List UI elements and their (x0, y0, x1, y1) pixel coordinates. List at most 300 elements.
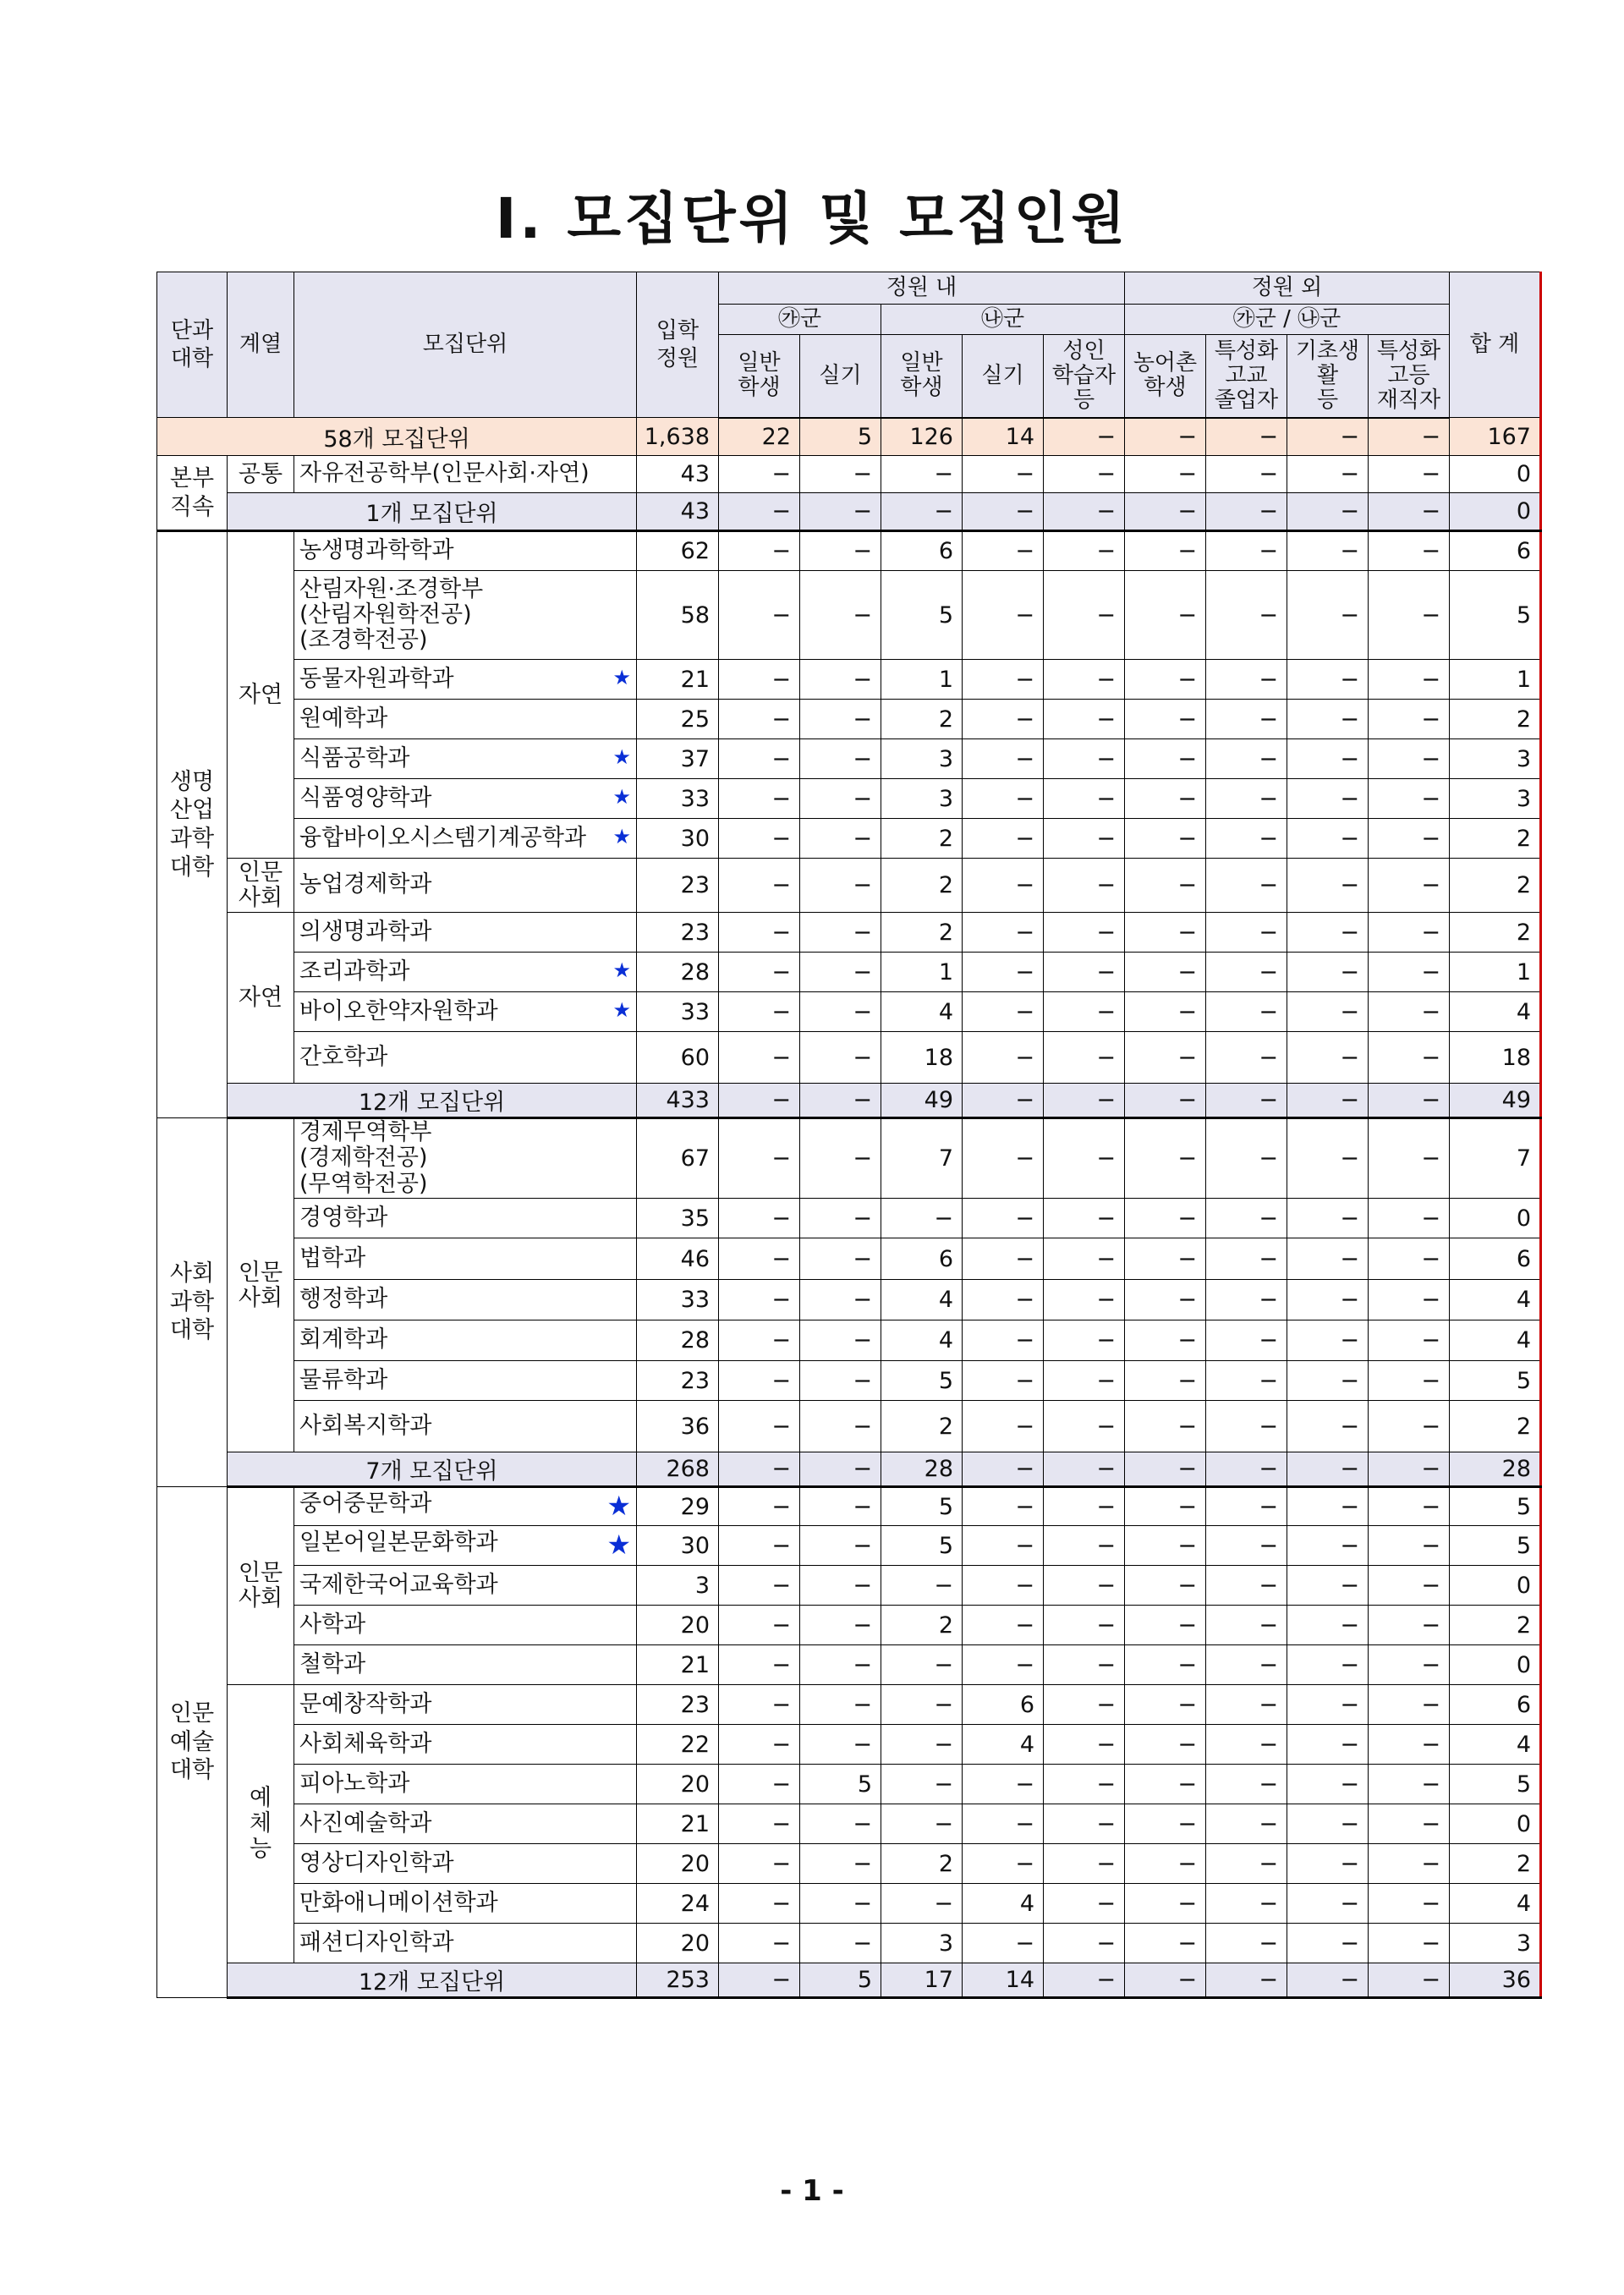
value-cell: − (800, 819, 881, 859)
star-icon: ★ (612, 744, 631, 769)
value-cell: 2 (881, 913, 963, 953)
value-cell: − (881, 456, 963, 493)
table-row (157, 953, 1541, 992)
unit-name-text: 경영학과 (299, 1204, 388, 1231)
value-cell: − (1369, 1320, 1450, 1361)
unit-name (294, 1804, 637, 1844)
value-cell: − (719, 1526, 800, 1566)
value-cell: − (1287, 1118, 1369, 1199)
value-cell: 24 (637, 1884, 719, 1924)
value-cell: − (963, 571, 1044, 660)
value-cell: − (1206, 1320, 1287, 1361)
value-cell: 60 (637, 1032, 719, 1084)
value-cell: − (1125, 1032, 1206, 1084)
value-cell: − (963, 1526, 1044, 1566)
value-cell: − (963, 1645, 1044, 1685)
subtotal-cell: − (1287, 1084, 1369, 1118)
unit-name-text: 영상디자인학과 (299, 1849, 454, 1876)
value-cell: 28 (637, 953, 719, 992)
value-cell: − (1125, 1924, 1206, 1963)
value-cell: − (1206, 531, 1287, 571)
value-cell: − (800, 1645, 881, 1685)
value-cell: − (1369, 1606, 1450, 1645)
value-cell: − (800, 1401, 881, 1452)
value-cell: − (963, 1765, 1044, 1804)
value-cell: 2 (1450, 700, 1541, 739)
unit-name (294, 779, 637, 819)
value-cell: − (1044, 1804, 1125, 1844)
value-cell: − (1206, 1401, 1287, 1452)
unit-name-text: 원예학과 (299, 705, 388, 732)
subtotal-cell: − (881, 493, 963, 531)
value-cell: − (800, 1118, 881, 1199)
subtotal-cell: 49 (881, 1084, 963, 1118)
subtotal-cell: − (1287, 493, 1369, 531)
subtotal-cell: − (800, 493, 881, 531)
star-icon: ★ (612, 784, 631, 809)
value-cell: 20 (637, 1924, 719, 1963)
unit-name-text: 산림자원·조경학부 (산림자원학전공) (조경학전공) (299, 575, 484, 654)
college-cell: 인문 예술 대학 (157, 1487, 228, 1998)
college-cell: 본부 직속 (157, 456, 228, 531)
value-cell: − (1287, 913, 1369, 953)
value-cell: − (1369, 1566, 1450, 1606)
header-specialized: 특성화 고교 졸업자 (1206, 335, 1287, 418)
subtotal-cell: − (963, 1452, 1044, 1487)
value-cell: − (1206, 1765, 1287, 1804)
value-cell: − (1206, 1238, 1287, 1280)
value-cell: − (1125, 1804, 1206, 1844)
value-cell: − (1369, 1280, 1450, 1320)
value-cell: − (1044, 1924, 1125, 1963)
value-cell: − (1044, 1032, 1125, 1084)
value-cell: 22 (637, 1725, 719, 1765)
value-cell: − (1044, 660, 1125, 700)
value-cell: − (800, 779, 881, 819)
unit-name-text: 식품공학과 (299, 744, 410, 771)
header-group-na: ㉯군 (881, 305, 1125, 335)
unit-name (294, 1924, 637, 1963)
value-cell: − (1287, 1645, 1369, 1685)
value-cell: − (881, 1725, 963, 1765)
table-row (157, 700, 1541, 739)
value-cell: − (719, 1645, 800, 1685)
series-cell: 인문 사회 (228, 1487, 294, 1685)
subtotal-cell: − (963, 493, 1044, 531)
value-cell: − (963, 859, 1044, 913)
value-cell: − (1044, 1725, 1125, 1765)
value-cell: 3 (1450, 779, 1541, 819)
value-cell: 2 (1450, 913, 1541, 953)
unit-name-text: 물류학과 (299, 1366, 388, 1393)
value-cell: 0 (1450, 1199, 1541, 1238)
value-cell: − (1044, 1487, 1125, 1526)
value-cell: − (719, 660, 800, 700)
value-cell: 2 (1450, 1401, 1541, 1452)
value-cell: − (1206, 992, 1287, 1032)
value-cell: 2 (1450, 859, 1541, 913)
value-cell: − (719, 700, 800, 739)
value-cell: − (800, 1606, 881, 1645)
table-row (157, 779, 1541, 819)
value-cell: − (963, 1804, 1044, 1844)
value-cell: − (1044, 1884, 1125, 1924)
value-cell: − (1369, 1844, 1450, 1884)
value-cell: − (1206, 1685, 1287, 1725)
value-cell: − (1206, 1884, 1287, 1924)
table-row (157, 819, 1541, 859)
value-cell: 5 (1450, 1765, 1541, 1804)
admission-quota-table (156, 272, 1542, 1999)
value-cell: 4 (963, 1725, 1044, 1765)
value-cell: 7 (881, 1118, 963, 1199)
value-cell: − (719, 1844, 800, 1884)
value-cell: − (719, 1401, 800, 1452)
value-cell: − (719, 1804, 800, 1844)
header-out-quota: 정원 외 (1125, 272, 1450, 305)
value-cell: − (1125, 456, 1206, 493)
value-cell: − (1044, 739, 1125, 779)
value-cell: − (1369, 1118, 1450, 1199)
unit-name (294, 1725, 637, 1765)
value-cell: − (800, 660, 881, 700)
value-cell: 0 (1450, 456, 1541, 493)
value-cell: − (1369, 571, 1450, 660)
unit-name (294, 1844, 637, 1884)
value-cell: − (1206, 1487, 1287, 1526)
value-cell: − (1369, 1804, 1450, 1844)
subtotal-cell: 268 (637, 1452, 719, 1487)
header-unit: 모집단위 (294, 272, 637, 418)
value-cell: − (1287, 1924, 1369, 1963)
grand-total-cell: 14 (963, 418, 1044, 456)
value-cell: − (1287, 1725, 1369, 1765)
value-cell: 33 (637, 779, 719, 819)
value-cell: 0 (1450, 1804, 1541, 1844)
value-cell: − (1044, 1645, 1125, 1685)
table-row (157, 1320, 1541, 1361)
header-group-ga: ㉮군 (719, 305, 881, 335)
header-series: 계열 (228, 272, 294, 418)
value-cell: 1 (1450, 660, 1541, 700)
value-cell: − (1125, 1765, 1206, 1804)
subtotal-row (157, 1452, 1541, 1487)
table-row (157, 571, 1541, 660)
value-cell: − (1125, 1606, 1206, 1645)
subtotal-cell: − (800, 1452, 881, 1487)
page-title: Ⅰ. 모집단위 및 모집인원 (495, 186, 1129, 251)
series-cell: 인문 사회 (228, 859, 294, 913)
unit-name-text: 일본어일본문화학과 (299, 1529, 498, 1557)
value-cell: − (1044, 1361, 1125, 1401)
header-basic-living: 기초생활 등 (1287, 335, 1369, 418)
value-cell: − (1369, 1238, 1450, 1280)
star-icon: ★ (612, 824, 631, 848)
value-cell: − (719, 739, 800, 779)
subtotal-row (157, 1963, 1541, 1998)
value-cell: 46 (637, 1238, 719, 1280)
value-cell: − (1287, 1884, 1369, 1924)
table-row (157, 1725, 1541, 1765)
value-cell: − (800, 1844, 881, 1884)
value-cell: − (881, 1804, 963, 1844)
value-cell: − (963, 660, 1044, 700)
value-cell: − (1287, 1320, 1369, 1361)
value-cell: − (1287, 1606, 1369, 1645)
page-number: - 1 - (780, 2174, 844, 2208)
subtotal-cell: − (800, 1084, 881, 1118)
value-cell: − (1044, 1685, 1125, 1725)
value-cell: − (963, 456, 1044, 493)
value-cell: − (800, 1566, 881, 1606)
value-cell: − (963, 992, 1044, 1032)
value-cell: 3 (881, 739, 963, 779)
value-cell: − (1125, 992, 1206, 1032)
star-icon: ★ (612, 958, 631, 982)
value-cell: 18 (1450, 1032, 1541, 1084)
value-cell: 33 (637, 992, 719, 1032)
value-cell: − (800, 1725, 881, 1765)
value-cell: − (719, 779, 800, 819)
value-cell: 4 (881, 992, 963, 1032)
value-cell: − (963, 1487, 1044, 1526)
value-cell: 2 (1450, 1844, 1541, 1884)
subtotal-label: 1개 모집단위 (228, 493, 637, 531)
value-cell: 30 (637, 1526, 719, 1566)
value-cell: − (1125, 1884, 1206, 1924)
subtotal-cell: 28 (1450, 1452, 1541, 1487)
subtotal-cell: 253 (637, 1963, 719, 1998)
value-cell: − (1287, 1526, 1369, 1566)
value-cell: 5 (881, 571, 963, 660)
value-cell: 5 (800, 1765, 881, 1804)
unit-name-text: 사회복지학과 (299, 1412, 432, 1439)
grand-total-cell: 5 (800, 418, 881, 456)
value-cell: − (1369, 819, 1450, 859)
grand-total-cell: − (1369, 418, 1450, 456)
table-row (157, 1765, 1541, 1804)
value-cell: 29 (637, 1487, 719, 1526)
value-cell: − (1369, 1725, 1450, 1765)
value-cell: − (1044, 1844, 1125, 1884)
subtotal-cell: − (1125, 1084, 1206, 1118)
value-cell: − (1044, 1566, 1125, 1606)
value-cell: − (1125, 953, 1206, 992)
value-cell: − (1206, 913, 1287, 953)
value-cell: − (800, 953, 881, 992)
value-cell: − (1369, 1199, 1450, 1238)
value-cell: 3 (1450, 739, 1541, 779)
value-cell: − (1287, 739, 1369, 779)
value-cell: − (1287, 1844, 1369, 1884)
table-row (157, 1804, 1541, 1844)
value-cell: 21 (637, 1645, 719, 1685)
value-cell: − (1206, 1804, 1287, 1844)
unit-name (294, 1884, 637, 1924)
value-cell: − (1044, 1320, 1125, 1361)
value-cell: − (1287, 1401, 1369, 1452)
grand-total-cell: 167 (1450, 418, 1541, 456)
unit-name-text: 농업경제학과 (299, 871, 432, 898)
value-cell: − (963, 1118, 1044, 1199)
value-cell: 4 (1450, 1320, 1541, 1361)
value-cell: 3 (881, 1924, 963, 1963)
unit-name (294, 700, 637, 739)
subtotal-cell: 17 (881, 1963, 963, 1998)
header-general-ga: 일반 학생 (719, 335, 800, 418)
value-cell: − (1369, 1924, 1450, 1963)
value-cell: − (1369, 1645, 1450, 1685)
value-cell: − (1125, 859, 1206, 913)
value-cell: − (1369, 531, 1450, 571)
subtotal-cell: − (1369, 1963, 1450, 1998)
grand-total-cell: − (1287, 418, 1369, 456)
value-cell: − (800, 1361, 881, 1401)
value-cell: − (800, 1685, 881, 1725)
value-cell: − (963, 1361, 1044, 1401)
unit-name (294, 531, 637, 571)
value-cell: − (963, 779, 1044, 819)
value-cell: − (963, 913, 1044, 953)
value-cell: − (1206, 1118, 1287, 1199)
table-row (157, 1401, 1541, 1452)
table-row (157, 1238, 1541, 1280)
subtotal-cell: − (1206, 1084, 1287, 1118)
subtotal-cell: − (719, 1084, 800, 1118)
value-cell: − (1206, 456, 1287, 493)
value-cell: − (1369, 660, 1450, 700)
value-cell: − (881, 1685, 963, 1725)
value-cell: − (1044, 1238, 1125, 1280)
table-row (157, 531, 1541, 571)
unit-name-text: 농생명과학학과 (299, 537, 454, 564)
grand-total-label: 58개 모집단위 (157, 418, 637, 456)
unit-name (294, 859, 637, 913)
subtotal-cell: − (1206, 1452, 1287, 1487)
value-cell: − (1044, 819, 1125, 859)
value-cell: 2 (881, 1401, 963, 1452)
unit-name-text: 패션디자인학과 (299, 1929, 454, 1956)
value-cell: − (800, 531, 881, 571)
value-cell: 21 (637, 660, 719, 700)
grand-total-cell: − (1206, 418, 1287, 456)
value-cell: − (1044, 531, 1125, 571)
value-cell: − (1369, 1487, 1450, 1526)
value-cell: 62 (637, 531, 719, 571)
value-cell: 23 (637, 859, 719, 913)
table-row (157, 1118, 1541, 1199)
value-cell: − (1044, 1765, 1125, 1804)
unit-name (294, 1361, 637, 1401)
value-cell: 23 (637, 913, 719, 953)
subtotal-cell: − (1369, 493, 1450, 531)
value-cell: − (1044, 456, 1125, 493)
unit-name (294, 1118, 637, 1199)
value-cell: − (1287, 1238, 1369, 1280)
value-cell: − (1125, 1118, 1206, 1199)
value-cell: − (1044, 1118, 1125, 1199)
value-cell: − (1125, 1566, 1206, 1606)
table-row (157, 1884, 1541, 1924)
value-cell: − (1125, 1526, 1206, 1566)
subtotal-cell: 5 (800, 1963, 881, 1998)
unit-name-text: 행정학과 (299, 1286, 388, 1313)
value-cell: − (800, 571, 881, 660)
value-cell: 23 (637, 1361, 719, 1401)
value-cell: − (963, 819, 1044, 859)
value-cell: − (963, 1924, 1044, 1963)
value-cell: − (1287, 859, 1369, 913)
value-cell: − (1125, 1199, 1206, 1238)
value-cell: 5 (881, 1526, 963, 1566)
value-cell: 3 (637, 1566, 719, 1606)
unit-name (294, 1032, 637, 1084)
value-cell: − (1206, 953, 1287, 992)
value-cell: 4 (1450, 992, 1541, 1032)
subtotal-cell: − (963, 1084, 1044, 1118)
value-cell: − (1287, 819, 1369, 859)
value-cell: − (1369, 953, 1450, 992)
table-row (157, 1199, 1541, 1238)
value-cell: − (719, 571, 800, 660)
value-cell: − (1287, 953, 1369, 992)
value-cell: − (1369, 1765, 1450, 1804)
unit-name-text: 문예창작학과 (299, 1690, 432, 1717)
value-cell: 23 (637, 1685, 719, 1725)
series-cell: 공통 (228, 456, 294, 493)
value-cell: − (1206, 739, 1287, 779)
subtotal-cell: − (1125, 493, 1206, 531)
value-cell: − (800, 1924, 881, 1963)
value-cell: − (1206, 1280, 1287, 1320)
value-cell: − (1044, 913, 1125, 953)
table-row (157, 1361, 1541, 1401)
value-cell: − (800, 859, 881, 913)
unit-name-text: 사회체육학과 (299, 1730, 432, 1757)
value-cell: − (719, 1238, 800, 1280)
value-cell: − (963, 700, 1044, 739)
unit-name (294, 456, 637, 493)
value-cell: 4 (1450, 1280, 1541, 1320)
value-cell: − (1206, 1844, 1287, 1884)
unit-name (294, 992, 637, 1032)
unit-name (294, 739, 637, 779)
value-cell: − (1369, 779, 1450, 819)
value-cell: − (1125, 1361, 1206, 1401)
unit-name (294, 1606, 637, 1645)
value-cell: − (963, 1566, 1044, 1606)
value-cell: − (963, 1606, 1044, 1645)
value-cell: − (1125, 1685, 1206, 1725)
subtotal-cell: − (1044, 1084, 1125, 1118)
value-cell: − (1287, 1280, 1369, 1320)
value-cell: − (1369, 1884, 1450, 1924)
value-cell: 4 (963, 1884, 1044, 1924)
value-cell: − (719, 1606, 800, 1645)
table-row (157, 1566, 1541, 1606)
value-cell: − (1044, 700, 1125, 739)
value-cell: 58 (637, 571, 719, 660)
subtotal-cell: 43 (637, 493, 719, 531)
value-cell: − (881, 1765, 963, 1804)
value-cell: − (881, 1566, 963, 1606)
star-icon: ★ (606, 1490, 631, 1523)
unit-name-text: 동물자원과학과 (299, 665, 454, 692)
grand-total-cell: − (1125, 418, 1206, 456)
unit-name (294, 1401, 637, 1452)
value-cell: 20 (637, 1844, 719, 1884)
value-cell: − (1125, 1320, 1206, 1361)
